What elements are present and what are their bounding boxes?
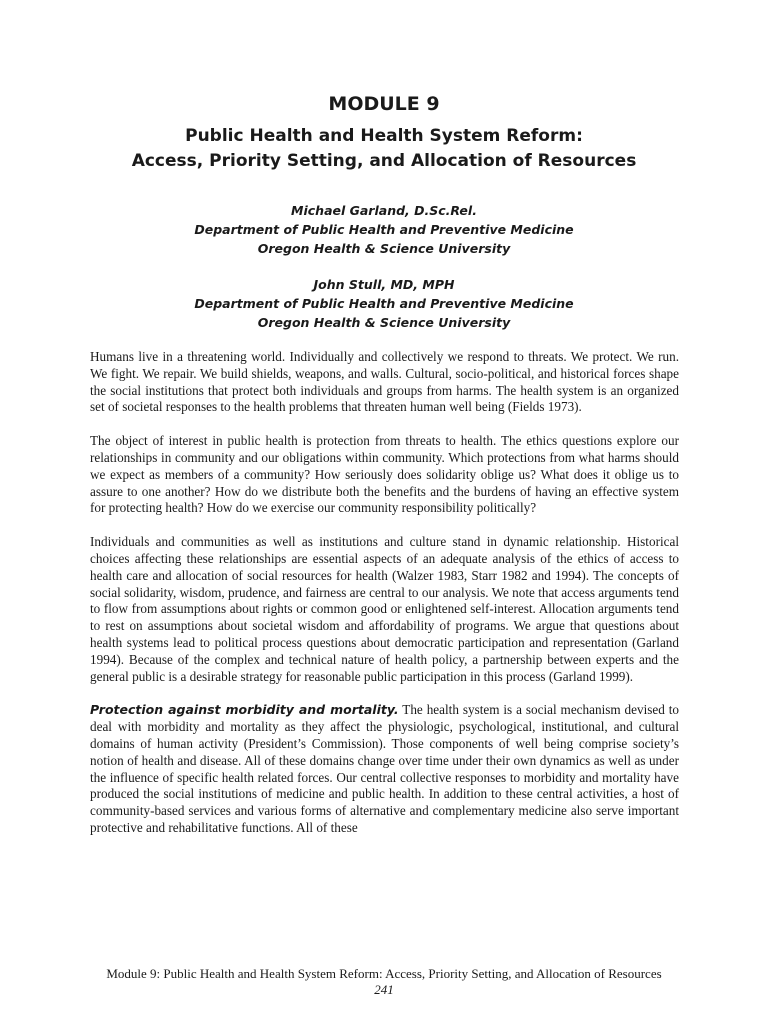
paragraph-1: Humans live in a threatening world. Individually and collectively we respond to threats. We protect. We run. We fight. We repair. We build shields, weapons, and walls. Cultural, socio-political, and historical forces shape the social institutions that protect both individuals and groups from harms. The health system is an organized set of societal responses to the health problems that threaten human well being (Fields 1973). bbox=[90, 349, 679, 415]
page-number: 241 bbox=[374, 982, 394, 997]
author-institution: Oregon Health & Science University bbox=[257, 315, 511, 330]
section-text: The health system is a social mechanism devised to deal with morbidity and mortality as they affect the physiologic, psychological, institutional, and cultural domains of human activity (President’s Commission). Those components of well being comprise society’s notion of health and disease. All of these domains change over time under their own dynamics as well as under the influence of specific health related forces. Our central collective responses to morbidity and mortality have produced the social institutions of medicine and public health. In addition to these central activities, a host of community-based services and various forms of alternative and complementary medicine also serve important protective and rehabilitative functions. All of these bbox=[90, 702, 679, 835]
page-title bbox=[0, 124, 768, 174]
author-block-2 bbox=[0, 275, 768, 332]
page-footer bbox=[0, 966, 768, 998]
author-department: Department of Public Health and Preventive Medicine bbox=[194, 296, 574, 311]
paragraph-3: Individuals and communities as well as institutions and culture stand in dynamic relationship. Historical choices affecting these relationships are essential aspects of an adequate analysis of the ethics of access to health care and allocation of social resources for health (Walzer 1983, Starr 1982 and 1994). The concepts of social solidarity, wisdom, prudence, and fairness are central to our analysis. We note that access arguments tend to flow from assumptions about rights or common good or enlightened self-interest. Allocation arguments tend to rest on assumptions about societal wisdom and affordability of programs. We argue that questions about health systems lead to political process questions about democratic participation and representation (Garland 1994). Because of the complex and technical nature of health policy, a partnership between experts and the general public is a desirable strategy for reasonable public participation in this process (Garland 1999). bbox=[90, 534, 679, 684]
section-heading: Protection against morbidity and mortality. bbox=[90, 702, 399, 718]
author-institution: Oregon Health & Science University bbox=[257, 241, 511, 256]
title-line-2: Access, Priority Setting, and Allocation of Resources bbox=[131, 151, 637, 171]
title-line-1: Public Health and Health System Reform: bbox=[185, 126, 583, 146]
author-name: John Stull, MD, MPH bbox=[313, 277, 455, 292]
module-label: MODULE 9 bbox=[328, 93, 440, 115]
author-block-1 bbox=[0, 201, 768, 258]
paragraph-4 bbox=[90, 702, 679, 836]
body-text bbox=[90, 349, 679, 854]
paragraph-2: The object of interest in public health is protection from threats to health. The ethics questions explore our relationships in community and our obligations within community. Which protections from what harms should we expect as members of a community? How seriously does solidarity oblige us? What does it oblige us to assure to one another? How do we distribute both the benefits and the burdens of having an effective system for protecting health? How do we exercise our community responsibility politically? bbox=[90, 433, 679, 516]
author-name: Michael Garland, D.Sc.Rel. bbox=[291, 203, 477, 218]
author-department: Department of Public Health and Preventive Medicine bbox=[194, 222, 574, 237]
footer-text: Module 9: Public Health and Health System Reform: Access, Priority Setting, and Allocation of Resources bbox=[106, 966, 662, 981]
